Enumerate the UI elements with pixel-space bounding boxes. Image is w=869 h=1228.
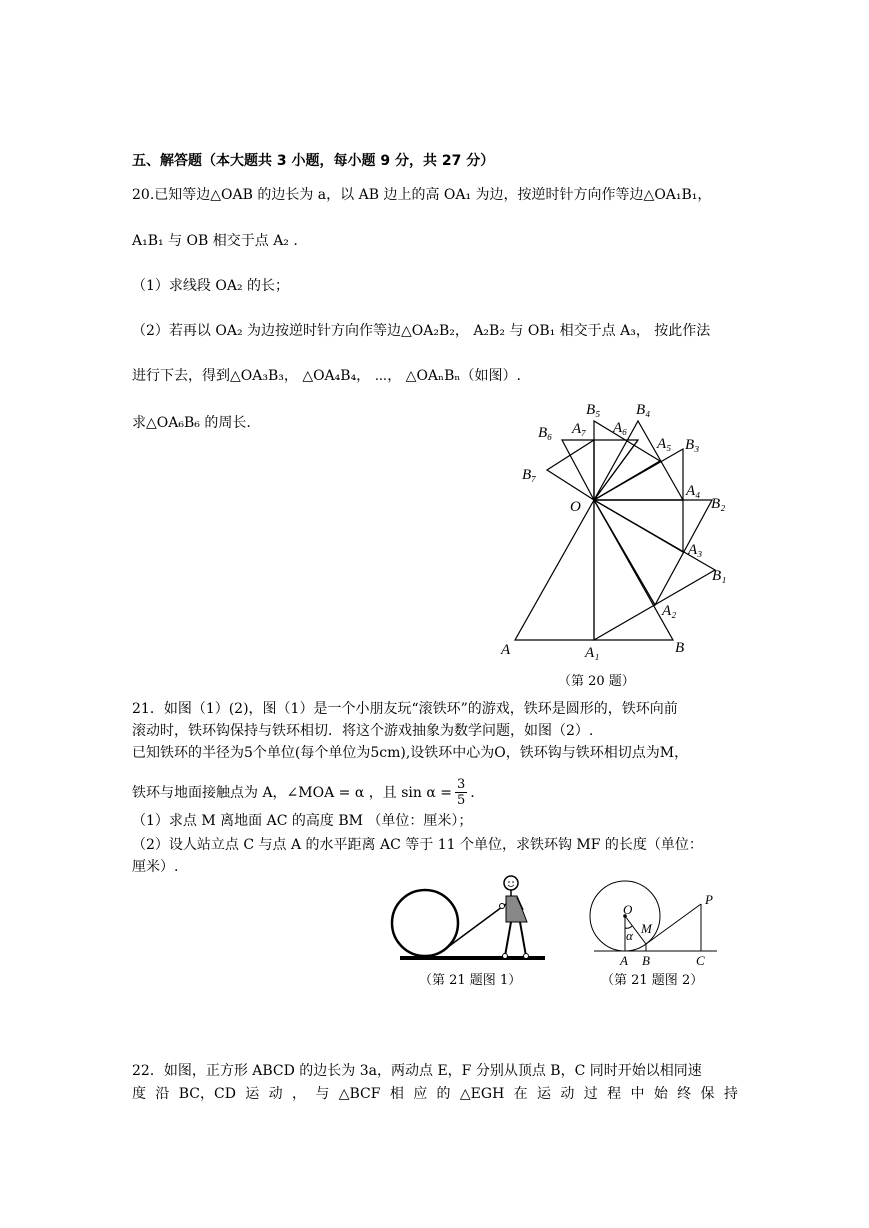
q22-line2-segment: 应	[413, 1086, 428, 1102]
q22-line2-segment: △EGH	[459, 1086, 505, 1102]
q22-line2-segment: 动	[268, 1086, 283, 1102]
fig20-label-B7: B₇	[522, 467, 537, 483]
q20-part2-line1: （2）若再以 OA₂ 为边按逆时针方向作等边△OA₂B₂， A₂B₂ 与 OB₁ 相交于点 A₃， 按此作法	[132, 323, 711, 339]
q22-line2-segment: ，	[292, 1086, 306, 1102]
q21-stem-line2: 滚动时，铁环钩保持与铁环相切．将这个游戏抽象为数学问题，如图（2）.	[132, 723, 594, 739]
section-heading: 五、解答题（本大题共 3 小题，每小题 9 分，共 27 分）	[132, 153, 495, 169]
q20-figure	[495, 395, 745, 665]
q22-line2-segment: 动	[560, 1086, 575, 1102]
q22-line2-segment: 与	[315, 1086, 330, 1102]
fig20-label-O: O	[570, 499, 581, 515]
fig20-label-A: A	[501, 642, 511, 658]
q21-line4-end: .	[470, 784, 475, 801]
fig20-label-A6: A₆	[613, 420, 628, 436]
q22-line2-segment: 在	[513, 1086, 528, 1102]
q20-part2-line2: 进行下去，得到△OA₃B₃， △OA₄B₄， ⋯， △OAₙBₙ（如图）.	[132, 368, 521, 384]
q22-line2-segment: 度	[132, 1086, 146, 1102]
fig21-label-M: M	[641, 921, 652, 936]
fig21-label-O: O	[623, 902, 633, 917]
q21-fraction	[455, 777, 467, 808]
fig20-label-B6: B₆	[538, 425, 553, 441]
q22-line2-segment: BC，CD	[178, 1086, 236, 1102]
q22-line2-segment: △BCF	[338, 1086, 381, 1102]
q22-line2-segment: 始	[653, 1086, 668, 1102]
q22-line2-segment: 中	[630, 1086, 645, 1102]
q22-line2-segment: 运	[537, 1086, 552, 1102]
fig21-label-B: B	[642, 953, 650, 968]
q22-line2-segment: 相	[389, 1086, 404, 1102]
fig20-label-A1: A₁	[585, 645, 600, 661]
fig20-label-B: B	[675, 640, 685, 656]
q21-fraction-denominator: 5	[456, 793, 466, 808]
q22-line2-segment: 过	[583, 1086, 598, 1102]
fig20-label-A7: A₇	[572, 421, 587, 437]
q21-part2-line2: 厘米）.	[132, 859, 179, 875]
q22-line2-segment: 保	[700, 1086, 715, 1102]
q21-stem-line1: 21．如图（1）(2)，图（1）是一个小朋友玩“滚铁环”的游戏，铁环是圆形的，铁环向前	[132, 701, 678, 717]
q21-figure2-caption: （第 21 题图 2）	[601, 973, 704, 988]
q21-part1: （1）求点 M 离地面 AC 的高度 BM （单位：厘米）；	[132, 813, 473, 829]
q22-line2-segment: 终	[677, 1086, 692, 1102]
q20-figure-caption: （第 20 题）	[558, 674, 635, 689]
fig21-label-P: P	[705, 892, 713, 907]
fig21-label-alpha: α	[626, 928, 633, 943]
q21-part2-line1: （2）设人站立点 C 与点 A 的水平距离 AC 等于 11 个单位，求铁环钩 MF 的长度（单位：	[132, 837, 703, 853]
q21-line4-text: 铁环与地面接触点为 A，∠MOA = α ，且 sin α =	[132, 784, 452, 801]
fig20-label-B1: B₁	[712, 568, 727, 584]
q22-line2-segment: 运	[245, 1086, 260, 1102]
fig20-label-A3: A₃	[688, 542, 703, 558]
fig21-label-C: C	[696, 953, 705, 968]
q22-line2-segment: 持	[723, 1086, 738, 1102]
q21-figure1	[385, 868, 550, 964]
q20-stem-line1: 20.已知等边△OAB 的边长为 a，以 AB 边上的高 OA₁ 为边，按逆时针方向作等边△OA₁B₁，	[132, 187, 712, 203]
fig20-label-B5: B₅	[586, 402, 601, 418]
fig20-label-A4: A₄	[686, 483, 701, 499]
q21-fraction-numerator: 3	[456, 777, 466, 792]
fig20-label-B3: B₃	[685, 437, 700, 453]
q21-stem-line3: 已知铁环的半径为5个单位(每个单位为5cm),设铁环中心为O，铁环钩与铁环相切点为M，	[132, 745, 689, 761]
q20-part1: （1）求线段 OA₂ 的长；	[132, 278, 290, 294]
q21-stem-line4	[132, 777, 475, 808]
q22-line2-segment: 沿	[155, 1086, 170, 1102]
fig20-label-B4: B₄	[636, 402, 651, 418]
fig20-label-A5: A₅	[657, 436, 672, 452]
q22-stem-line1: 22．如图，正方形 ABCD 的边长为 3a，两动点 E，F 分别从顶点 B，C 同时开始以相同速	[132, 1063, 702, 1079]
q22-stem-line2	[132, 1085, 738, 1103]
fig20-label-A2: A₂	[662, 603, 677, 619]
fig20-label-B2: B₂	[711, 496, 726, 512]
q22-line2-segment: 程	[607, 1086, 622, 1102]
fig21-label-A: A	[620, 953, 628, 968]
q22-line2-segment: 的	[436, 1086, 451, 1102]
q21-figure1-caption: （第 21 题图 1）	[419, 973, 522, 988]
q20-part2-line3: 求△OA₆B₆ 的周长.	[132, 415, 251, 431]
q21-figure2	[585, 876, 720, 968]
q20-stem-line2: A₁B₁ 与 OB 相交于点 A₂ .	[132, 233, 298, 249]
